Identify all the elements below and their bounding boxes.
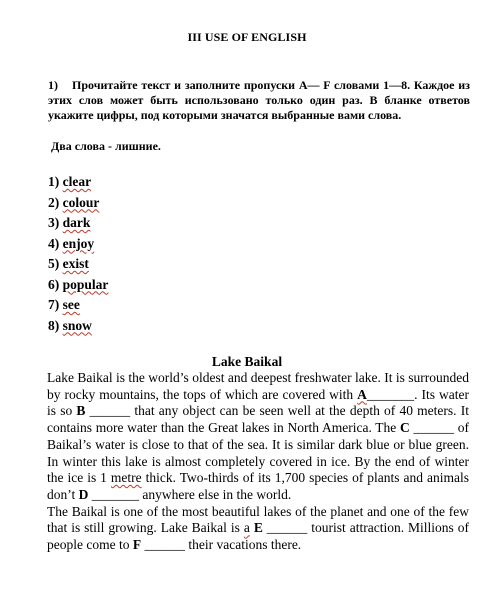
paragraph-2: The Baikal is one of the most beautiful lakes of the planet and one of the few that is still growing. Lake Baikal is a E ______ tourist attraction. Millions of people come to F ______ their vacations there. [47, 503, 470, 553]
word-option: 6) popular [48, 276, 109, 292]
gap-f-blank: ______ [144, 537, 185, 553]
gap-f: F [132, 537, 142, 553]
paragraph-1: Lake Baikal is the world’s oldest and deepest freshwater lake. It is surrounded by rocky mountains, the tops of which are covered with A_______. Its water is so B ______ that any object can be seen well at the depth of 40 meters. It contains more water than the Great lakes in North America. The C ______ of Baikal’s water is close to that of the sea. It is similar dark blue or blue green. In winter this lake is almost completely covered in ice. By the end of winter the ice is 1 metre thick. Two-thirds of its 1,700 species of plants and animals don’t D _______ anywhere else in the world. [47, 370, 470, 502]
word-option: 3) dark [48, 215, 91, 230]
word-options-list [48, 174, 108, 338]
gap-a: A [357, 386, 367, 402]
gap-b-blank: ______ [89, 403, 131, 419]
word-option: 5) exist [48, 256, 89, 271]
section-heading: III USE OF ENGLISH [187, 30, 307, 44]
task-instruction [48, 78, 470, 123]
gap-c: C [400, 420, 410, 436]
reading-text [47, 370, 469, 554]
word-option: 7) see [48, 297, 80, 312]
word-option: 2) colour [48, 194, 100, 210]
word-option: 4) enjoy [48, 235, 95, 251]
task-note: Два слова - лишние. [51, 139, 161, 153]
gap-e-blank: ______ [266, 520, 308, 536]
gap-e: E [253, 520, 263, 536]
text-title: Lake Baikal [211, 354, 283, 369]
word-option: 1) clear [48, 174, 92, 189]
gap-d: D [78, 486, 89, 502]
gap-d-blank: _______ [91, 486, 140, 502]
task-number: 1) [48, 78, 58, 92]
gap-c-blank: ______ [413, 420, 455, 436]
word-option: 8) snow [48, 317, 92, 333]
task-instruction-text: Прочитайте текст и заполните пропуски А— F словами 1—8. Каждое из этих слов может быть использовано только один раз. В бланке ответов укажите цифры, под которыми значатся выбранные вами слова. [48, 78, 470, 122]
gap-a-blank: _______ [366, 386, 415, 402]
gap-b: B [76, 403, 86, 419]
